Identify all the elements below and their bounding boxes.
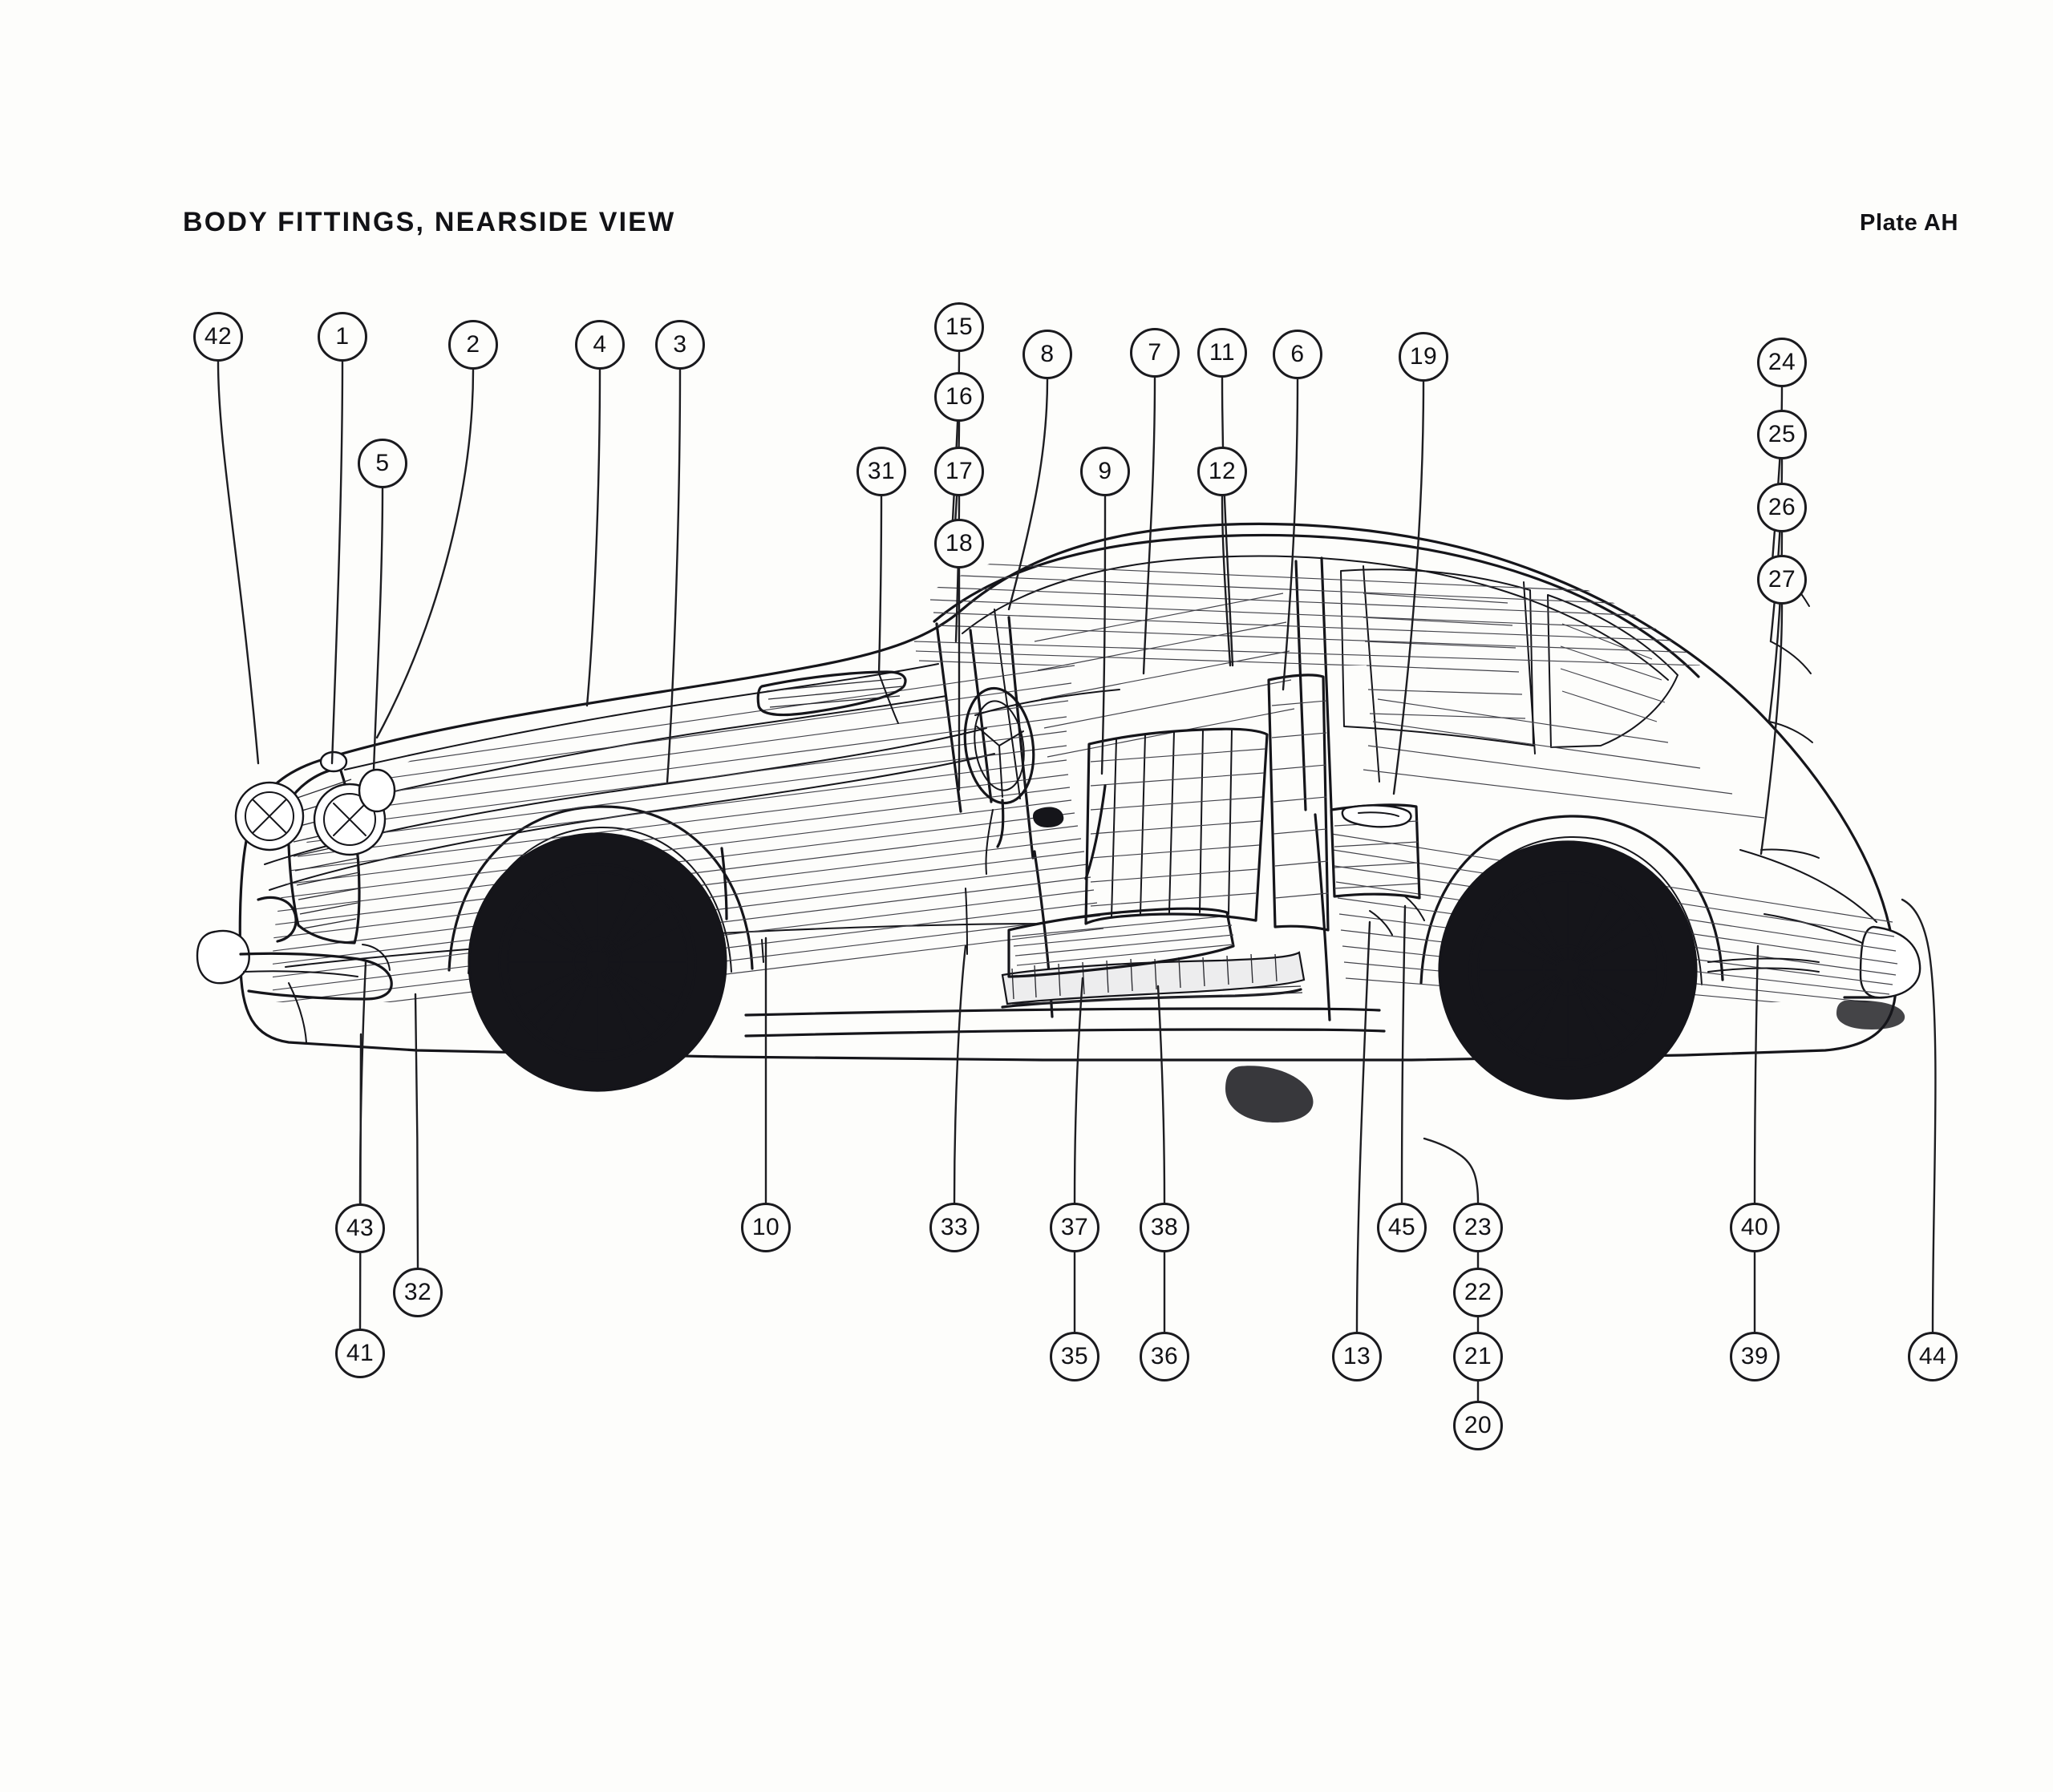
- callout-10[interactable]: 10: [741, 1203, 791, 1252]
- callout-39[interactable]: 39: [1730, 1332, 1780, 1381]
- callout-25[interactable]: 25: [1757, 410, 1807, 459]
- callout-2[interactable]: 2: [448, 320, 498, 370]
- callout-41[interactable]: 41: [335, 1329, 385, 1378]
- callout-26[interactable]: 26: [1757, 483, 1807, 532]
- callout-23[interactable]: 23: [1453, 1203, 1503, 1252]
- callout-5[interactable]: 5: [358, 439, 407, 488]
- callout-45[interactable]: 45: [1377, 1203, 1427, 1252]
- callout-24[interactable]: 24: [1757, 338, 1807, 387]
- callout-4[interactable]: 4: [575, 320, 625, 370]
- callout-3[interactable]: 3: [655, 320, 705, 370]
- callout-44[interactable]: 44: [1908, 1332, 1958, 1381]
- callout-38[interactable]: 38: [1140, 1203, 1189, 1252]
- callout-7[interactable]: 7: [1130, 328, 1180, 378]
- callout-31[interactable]: 31: [856, 447, 906, 496]
- callout-1[interactable]: 1: [318, 312, 367, 362]
- callout-19[interactable]: 19: [1399, 332, 1448, 382]
- callout-42[interactable]: 42: [193, 312, 243, 362]
- callout-22[interactable]: 22: [1453, 1268, 1503, 1317]
- page-title: BODY FITTINGS, NEARSIDE VIEW: [183, 207, 676, 237]
- callout-8[interactable]: 8: [1022, 330, 1072, 379]
- callout-9[interactable]: 9: [1080, 447, 1130, 496]
- callout-20[interactable]: 20: [1453, 1401, 1503, 1450]
- callout-32[interactable]: 32: [393, 1268, 443, 1317]
- callout-21[interactable]: 21: [1453, 1332, 1503, 1381]
- callout-27[interactable]: 27: [1757, 555, 1807, 605]
- callout-37[interactable]: 37: [1050, 1203, 1099, 1252]
- callout-18[interactable]: 18: [934, 519, 984, 568]
- callout-6[interactable]: 6: [1273, 330, 1322, 379]
- callout-17[interactable]: 17: [934, 447, 984, 496]
- callout-33[interactable]: 33: [929, 1203, 979, 1252]
- callout-11[interactable]: 11: [1197, 328, 1247, 378]
- callout-43[interactable]: 43: [335, 1203, 385, 1253]
- plate-label: Plate AH: [1860, 210, 1958, 236]
- callout-16[interactable]: 16: [934, 372, 984, 422]
- callout-36[interactable]: 36: [1140, 1332, 1189, 1381]
- callout-40[interactable]: 40: [1730, 1203, 1780, 1252]
- callout-12[interactable]: 12: [1197, 447, 1247, 496]
- callout-35[interactable]: 35: [1050, 1332, 1099, 1381]
- callout-15[interactable]: 15: [934, 302, 984, 352]
- callout-13[interactable]: 13: [1332, 1332, 1382, 1381]
